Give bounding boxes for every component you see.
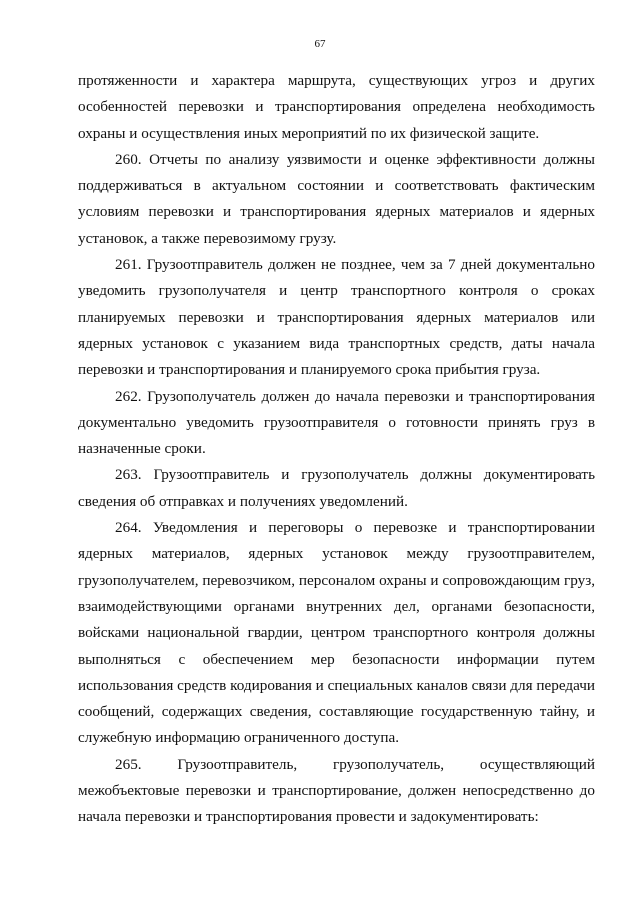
paragraph-260: 260. Отчеты по анализу уязвимости и оценке эффективности должны поддерживаться в актуальном состоянии и соответствовать фактическим условиям перевозки и транспортирования ядерных материалов и ядерных установок, а также перевозимому грузу. (78, 150, 595, 247)
page-number: 67 (314, 38, 326, 50)
paragraph-continuation: протяженности и характера маршрута, существующих угроз и других особенностей перевозки и транспортирования определена необходимость охраны и осуществления иных мероприятий по их физической защите. (78, 72, 595, 142)
document-body (78, 68, 595, 831)
paragraph-261: 261. Грузоотправитель должен не позднее, чем за 7 дней документально уведомить грузополучателя и центр транспортного контроля о сроках планируемых перевозки и транспортирования ядерных материалов или ядерных установок с указанием вида транспортных средств, даты начала перевозки и транспортирования и планируемого срока прибытия груза. (78, 256, 595, 379)
paragraph-263: 263. Грузоотправитель и грузополучатель должны документировать сведения об отправках и получениях уведомлений. (78, 466, 595, 510)
paragraph-262: 262. Грузополучатель должен до начала перевозки и транспортирования документально уведомить грузоотправителя о готовности принять груз в назначенные сроки. (78, 387, 595, 458)
paragraph-265: 265. Грузоотправитель, грузополучатель, осуществляющий межобъектовые перевозки и транспортирование, должен непосредственно до начала перевозки и транспортирования провести и задокументировать: (78, 755, 595, 826)
paragraph-264: 264. Уведомления и переговоры о перевозке и транспортировании ядерных материалов, ядерных установок между грузоотправителем, грузополучателем, перевозчиком, персоналом охраны и сопровождающим груз, взаимодействующими органами внутренних дел, органами безопасности, войсками национальной гвардии, центром транспортного контроля должны выполняться с обеспечением мер безопасности информации путем использования средств кодирования и специальных каналов связи для передачи сообщений, содержащих сведения, составляющие государственную тайну, и служебную информацию ограниченного доступа. (78, 519, 595, 747)
